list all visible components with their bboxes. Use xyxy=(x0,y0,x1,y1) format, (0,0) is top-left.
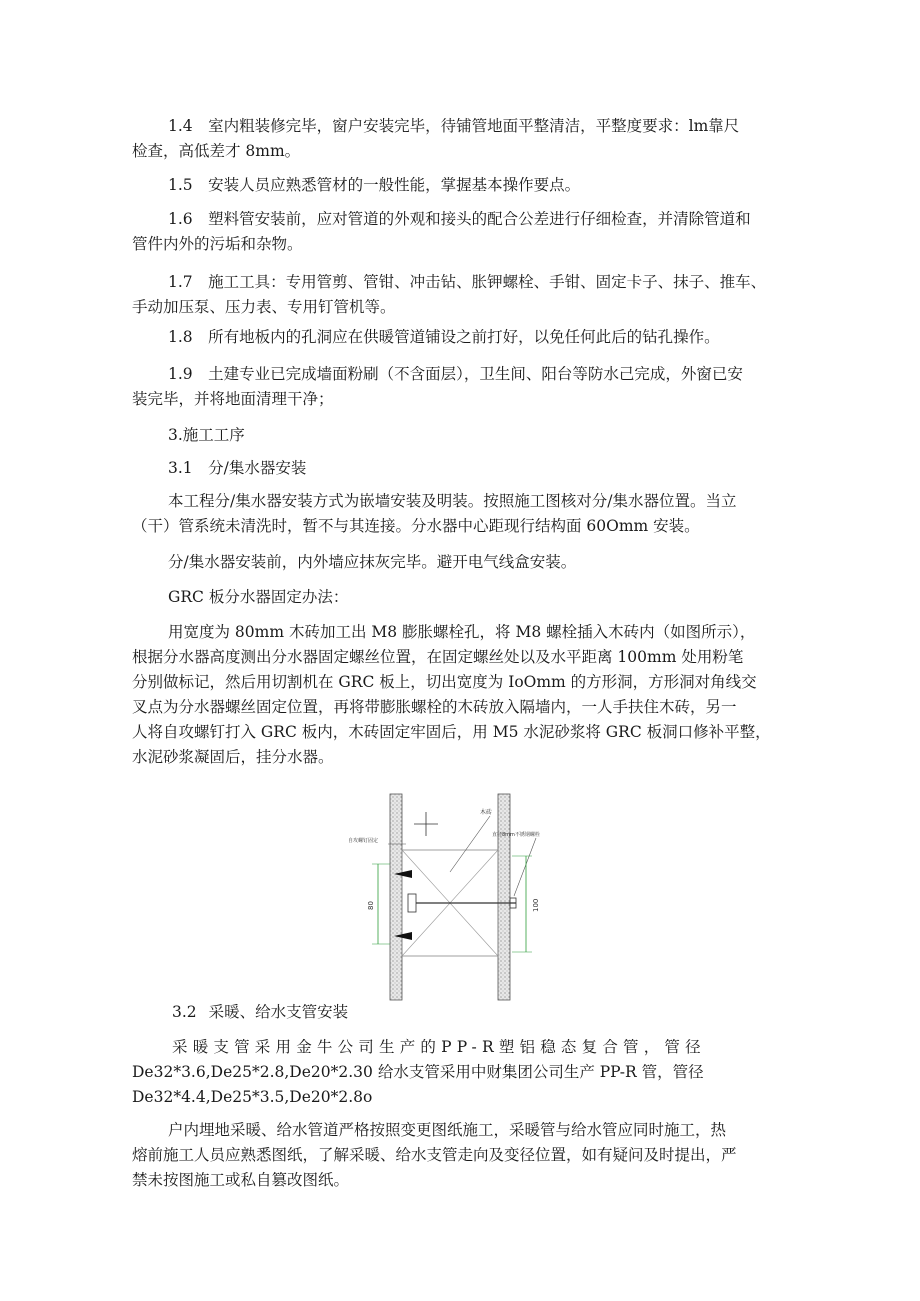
paragraph-1-4-cont: 检查，高低差才 8mm。 xyxy=(132,142,301,160)
heading-3-2: 3.2 采暖、给水支管安装 xyxy=(172,1003,349,1021)
paragraph-1-7-cont: 手动加压泵、压力表、专用钉管机等。 xyxy=(132,298,396,316)
paragraph-1-9-cont: 装完毕，并将地面清理干净； xyxy=(132,390,334,408)
paragraph-grc-line-5: 人将自攻螺钉打入 GRC 板内，木砖固定牢固后，用 M5 水泥砂浆将 GRC 板洞口修补平整， xyxy=(132,723,771,741)
paragraph-pipe2-line-2: 熔前施工人员应熟悉图纸，了解采暖、给水支管走向及变径位置，如有疑问及时提出，严 xyxy=(132,1146,737,1164)
paragraph-install: 本工程分/集水器安装方式为嵌墙安装及明装。按照施工图核对分/集水器位置。当立 xyxy=(168,492,737,510)
paragraph-1-4: 1.4 室内粗装修完毕，窗户安装完毕，待铺管地面平整清洁，平整度要求：lm靠尺 xyxy=(168,117,740,135)
paragraph-install-cont: （干）管系统未清洗时，暂不与其连接。分水器中心距现行结构面 60Omm 安装。 xyxy=(132,517,700,535)
paragraph-grc-title: GRC 板分水器固定办法： xyxy=(168,588,349,606)
grc-wall-left xyxy=(390,794,402,1000)
paragraph-grc-line-6: 水泥砂浆凝固后，挂分水器。 xyxy=(132,748,334,766)
label-wood: 木砖 xyxy=(480,809,493,816)
heading-3: 3.施工工序 xyxy=(168,426,245,444)
dim-right-value: 100 xyxy=(532,898,540,912)
paragraph-grc-line-2: 根据分水器高度测出分水器固定螺丝位置，在固定螺丝处以及水平距离 100mm 处用粉笔 xyxy=(132,648,744,666)
paragraph-grc-line-3: 分别做标记，然后用切割机在 GRC 板上，切出宽度为 IoOmm 的方形洞，方形洞对角线交 xyxy=(132,673,757,691)
paragraph-grc-line-1: 用宽度为 80mm 木砖加工出 M8 膨胀螺栓孔，将 M8 螺栓插入木砖内（如图所示）， xyxy=(168,623,756,641)
paragraph-pipe-line-2: De32*3.6,De25*2.8,De20*2.30 给水支管采用中财集团公司生产 PP-R 管，管径 xyxy=(132,1063,704,1081)
installation-diagram xyxy=(340,792,552,1004)
paragraph-before: 分/集水器安装前，内外墙应抹灰完毕。避开电气线盒安装。 xyxy=(168,553,577,571)
paragraph-pipe-line-1: 采暖支管采用金牛公司生产的PP-R塑铝稳态复合管，管径 xyxy=(172,1038,706,1056)
label-bolt: 直径8mm不锈钢螺栓 xyxy=(492,832,540,838)
paragraph-pipe2-line-3: 禁未按图施工或私自篡改图纸。 xyxy=(132,1171,350,1189)
paragraph-1-7: 1.7 施工工具：专用管剪、管钳、冲击钻、胀钾螺栓、手钳、固定卡子、抹子、推车、 xyxy=(168,273,767,291)
paragraph-1-6: 1.6 塑料管安装前，应对管道的外观和接头的配合公差进行仔细检查，并清除管道和 xyxy=(168,210,751,228)
paragraph-1-5: 1.5 安装人员应熟悉管材的一般性能，掌握基本操作要点。 xyxy=(168,176,581,194)
paragraph-1-6-cont: 管件内外的污垢和杂物。 xyxy=(132,235,303,253)
paragraph-1-9: 1.9 土建专业已完成墙面粉刷（不含面层），卫生间、阳台等防水己完成，外窗已安 xyxy=(168,365,743,383)
grc-wall-right xyxy=(498,794,510,1000)
heading-3-1: 3.1 分/集水器安装 xyxy=(168,459,307,477)
label-screw: 自攻螺钉固定 xyxy=(348,838,379,844)
paragraph-1-8: 1.8 所有地板内的孔洞应在供暖管道铺设之前打好，以免任何此后的钻孔操作。 xyxy=(168,328,720,346)
paragraph-pipe2-line-1: 户内埋地采暖、给水管道严格按照变更图纸施工，采暖管与给水管应同时施工，热 xyxy=(168,1121,727,1139)
paragraph-pipe-line-3: De32*4.4,De25*3.5,De20*2.8o xyxy=(132,1088,373,1106)
dim-left-value: 80 xyxy=(367,901,375,910)
paragraph-grc-line-4: 叉点为分水器螺丝固定位置，再将带膨胀螺栓的木砖放入隔墙内，一人手扶住木砖，另一 xyxy=(132,698,737,716)
